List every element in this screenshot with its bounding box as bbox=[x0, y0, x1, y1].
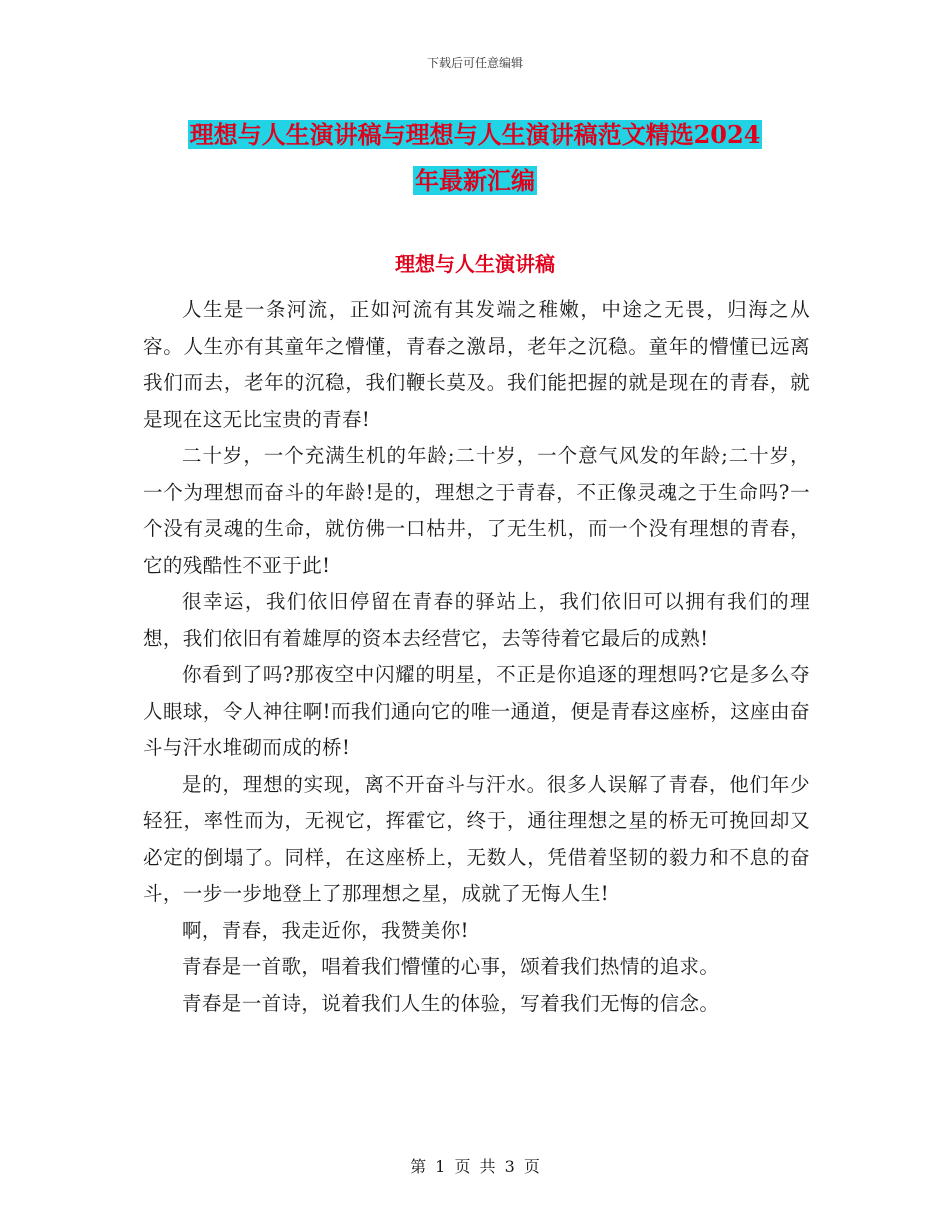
page-number-footer: 第 1 页 共 3 页 bbox=[410, 1157, 540, 1176]
paragraph: 青春是一首歌，唱着我们懵懂的心事，颂着我们热情的追求。 bbox=[182, 955, 720, 978]
document-title bbox=[130, 112, 820, 204]
paragraph: 人生是一条河流，正如河流有其发端之稚嫩，中途之无畏，归海之从容。人生亦有其童年之懵懂，青春之激昂，老年之沉稳。童年的懵懂已远离我们而去，老年的沉稳，我们鞭长莫及。我们能把握的就是现在的青春，就是现在这无比宝贵的青春! bbox=[143, 298, 810, 431]
page-header-note: 下载后可任意编辑 bbox=[426, 56, 523, 70]
document-title-line-2: 年最新汇编 bbox=[415, 166, 535, 195]
paragraph: 啊，青春，我走近你，我赞美你! bbox=[182, 918, 469, 942]
paragraph: 二十岁，一个充满生机的年龄;二十岁，一个意气风发的年龄;二十岁，一个为理想而奋斗的年龄!是的，理想之于青春，不正像灵魂之于生命吗?一个没有灵魂的生命，就仿佛一口枯井，了无生机，而一个没有理想的青春，它的残酷性不亚于此! bbox=[143, 444, 810, 577]
document-title-line-1: 理想与人生演讲稿与理想与人生演讲稿范文精选2024 bbox=[189, 120, 761, 149]
paragraph: 是的，理想的实现，离不开奋斗与汗水。很多人误解了青春，他们年少轻狂，率性而为，无视它，挥霍它，终于，通往理想之星的桥无可挽回却又必定的倒塌了。同样，在这座桥上，无数人，凭借着坚韧的毅力和不息的奋斗，一步一步地登上了那理想之星，成就了无悔人生! bbox=[143, 772, 810, 905]
paragraph: 你看到了吗?那夜空中闪耀的明星，不正是你追逐的理想吗?它是多么夺人眼球，令人神往啊!而我们通向它的唯一通道，便是青春这座桥，这座由奋斗与汗水堆砌而成的桥! bbox=[143, 663, 810, 759]
section-title: 理想与人生演讲稿 bbox=[395, 252, 555, 276]
body-text bbox=[143, 292, 810, 1022]
paragraph: 青春是一首诗，说着我们人生的体验，写着我们无悔的信念。 bbox=[182, 991, 720, 1015]
paragraph: 很幸运，我们依旧停留在青春的驿站上，我们依旧可以拥有我们的理想，我们依旧有着雄厚的资本去经营它，去等待着它最后的成熟! bbox=[143, 590, 810, 650]
